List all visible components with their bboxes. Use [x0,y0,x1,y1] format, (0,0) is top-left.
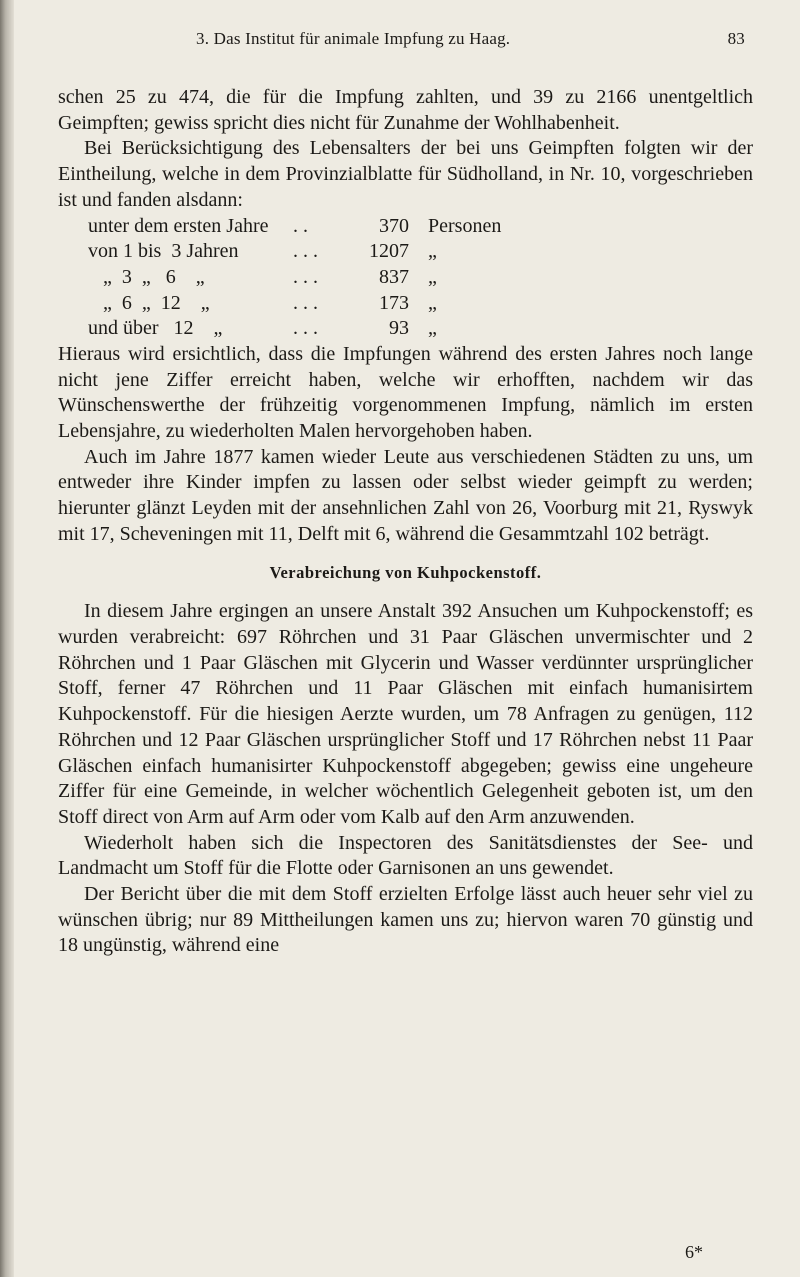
paragraph-1: schen 25 zu 474, die für die Impfung zahlten, und 39 zu 2166 unentgeltlich Geimpften; gewiss spricht dies nicht für Zunahme der Wohlhabenheit. [58,86,753,134]
age-label: „ 3 „ 6 „ [88,265,205,288]
person-count: 93 [389,317,409,340]
unit-label: „ [428,265,437,288]
person-count: 1207 [369,240,409,263]
unit-label: „ [428,317,437,340]
unit-label: „ [428,240,437,263]
body-text [58,85,753,959]
age-label: unter dem ersten Jahre [88,214,269,237]
person-count: 837 [379,265,409,288]
table-row [58,214,753,240]
age-label: „ 6 „ 12 „ [88,291,210,314]
age-label: und über 12 „ [88,317,223,340]
paragraph-2: Bei Berücksichtigung des Lebensalters der bei uns Geimpften folgten wir der Eintheilung, welche in dem Provinzialblatte für Südholland, in Nr. 10, vorgeschrieben ist und fanden alsdann: [58,137,753,211]
unit-label: „ [428,291,437,314]
leader-dots: . . . [293,265,318,288]
leader-dots: . . . [293,291,318,314]
unit-label: Personen [428,214,502,237]
page-edge-shadow [0,0,14,1277]
person-count: 173 [379,291,409,314]
leader-dots: . . . [293,240,318,263]
paragraph-6: Wiederholt haben sich die Inspectoren des Sanitätsdienstes der See- und Landmacht um Stoff für die Flotte oder Garnisonen an uns gewendet. [58,831,753,880]
leader-dots: . . [293,214,308,237]
paragraph-5: In diesem Jahre ergingen an unsere Anstalt 392 Ansuchen um Kuhpockenstoff; es wurden verabreicht: 697 Röhrchen und 31 Paar Gläschen unvermischter und 2 Röhrchen und 1 Paar Gläschen mit Glycerin und Wasser verdünnter ursprünglicher Stoff, ferner 47 Röhrchen und 11 Paar Gläschen mit einfach humanisirtem Kuhpockenstoff. Für die hiesigen Aerzte wurden, um 78 Anfragen zu genügen, 112 Röhrchen und 12 Paar Gläschen ursprünglicher Stoff und 17 Röhrchen nebst 11 Paar Gläschen einfach humanisirter Kuhpockenstoff abgegeben; gewiss eine ungeheure Ziffer für eine Gemeinde, in welcher wöchentlich Gelegenheit geboten ist, um den Stoff direct von Arm auf Arm oder vom Kalb auf den Arm anzuwenden. [58,600,753,828]
paragraph-7: Der Bericht über die mit dem Stoff erzielten Erfolge lässt auch heuer sehr viel zu wünschen übrig; nur 89 Mittheilungen kamen uns zu; hiervon waren 70 günstig und 18 ungünstig, während eine [58,883,753,957]
page-number: 83 [727,29,745,48]
table-row [58,291,753,317]
section-heading: Verabreichung von Kuhpockenstoff. [269,562,542,582]
table-row [58,239,753,265]
table-row [58,265,753,291]
signature-mark: 6* [685,1242,703,1262]
age-table [58,214,753,342]
table-row [58,316,753,342]
age-label: von 1 bis 3 Jahren [88,240,239,263]
paragraph-3: Hieraus wird ersichtlich, dass die Impfungen während des ersten Jahres noch lange nicht jene Ziffer erreicht haben, welche wir erhofften, nachdem wir das Wünschenswerthe der frühzeitig vorgenommenen Impfung, nämlich im ersten Lebensjahre, zu wiederholten Malen hervorgehoben haben. [58,342,753,443]
person-count: 370 [379,214,409,237]
leader-dots: . . . [293,317,318,340]
header-title: 3. Das Institut für animale Impfung zu Haag. [196,29,511,48]
paragraph-4: Auch im Jahre 1877 kamen wieder Leute aus verschiedenen Städten zu uns, um entweder ihre Kinder impfen zu lassen oder selbst wieder geimpft zu werden; hierunter glänzt Leyden mit der ansehnlichen Zahl von 26, Voorburg mit 21, Ryswyk mit 17, Scheveningen mit 11, Delft mit 6, während die Gesammtzahl 102 beträgt. [58,445,753,545]
